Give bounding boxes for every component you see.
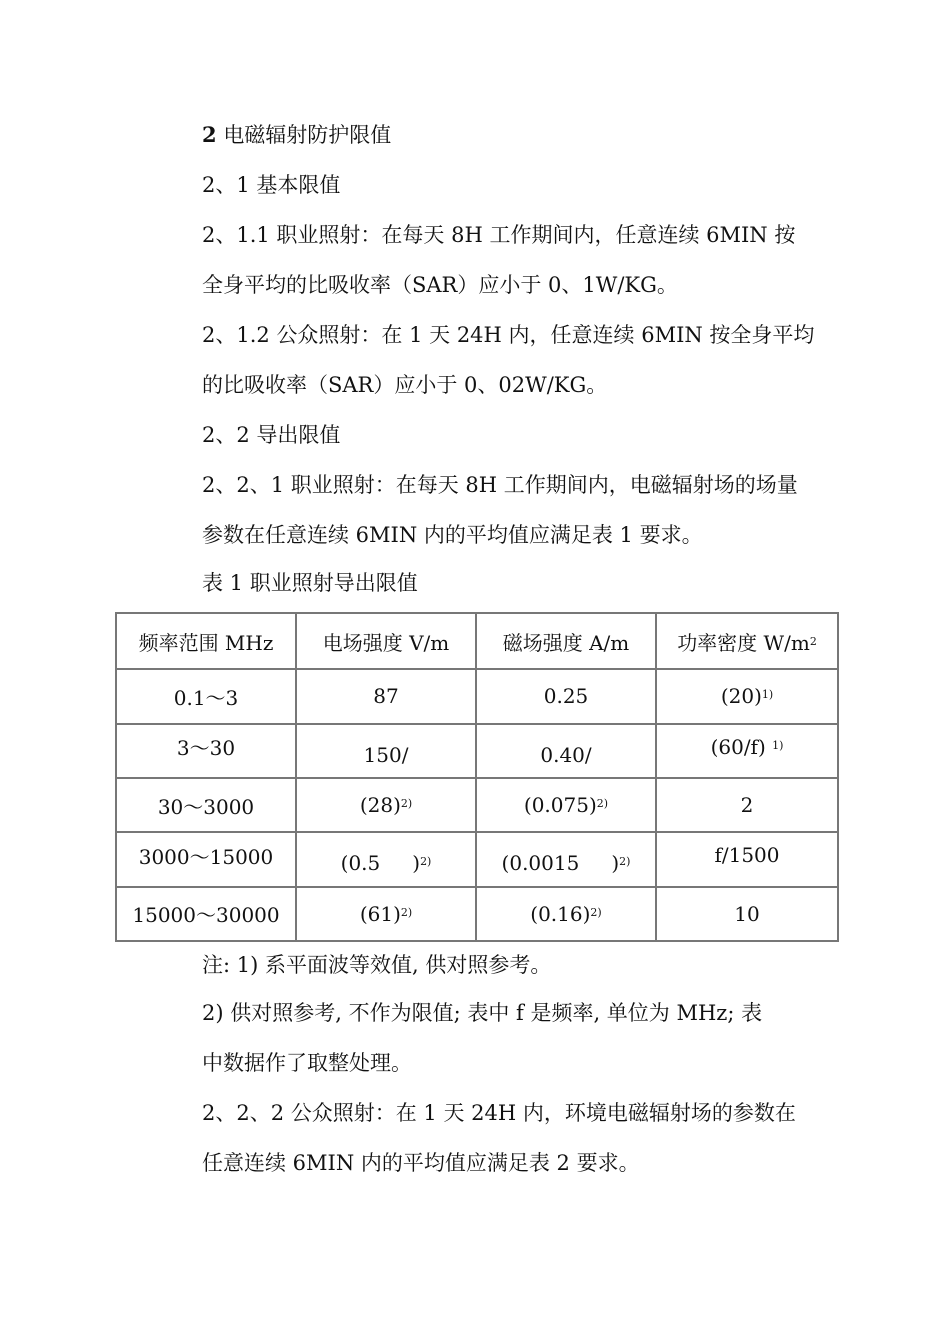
cell-magnetic-field-value-b: ) xyxy=(611,851,620,876)
cell-electric-field xyxy=(296,778,476,832)
subsection-2-1-title: 2、1 基本限值 xyxy=(202,173,341,197)
footnote-marker: 2) xyxy=(420,855,432,869)
paragraph-2-1-1-line2: 全身平均的比吸收率（SAR）应小于 0、1W/KG。 xyxy=(202,273,678,297)
table-header-row xyxy=(116,613,838,669)
cell-frequency xyxy=(116,832,296,886)
cell-power-density xyxy=(656,669,838,723)
footnote-marker: 1) xyxy=(772,738,784,752)
cell-power-density: 10 xyxy=(656,887,838,941)
cell-frequency-value: 3000～15000 xyxy=(138,844,274,869)
cell-electric-field-value-a: (0.5 xyxy=(340,851,381,876)
cell-frequency: 15000～30000 xyxy=(116,887,296,941)
cell-power-density xyxy=(656,832,838,886)
cell-magnetic-field-value: (0.075) xyxy=(523,793,597,818)
footnote-marker: 2) xyxy=(400,797,413,811)
paragraph-2-2-1-line2: 参数在任意连续 6MIN 内的平均值应满足表 1 要求。 xyxy=(202,523,703,547)
cell-magnetic-field-value: 0.40/ xyxy=(540,742,592,767)
cell-magnetic-field xyxy=(476,778,656,832)
cell-magnetic-field-value-a: (0.0015 xyxy=(501,851,580,876)
cell-power-density: 2 xyxy=(656,778,838,832)
cell-frequency: 30～3000 xyxy=(116,778,296,832)
cell-magnetic-field xyxy=(476,887,656,941)
table-row xyxy=(116,669,838,723)
cell-magnetic-field-value: (0.16) xyxy=(530,901,591,926)
paragraph-2-2-2-line2: 任意连续 6MIN 内的平均值应满足表 2 要求。 xyxy=(202,1151,640,1175)
header-electric-field: 电场强度 V/m xyxy=(296,613,476,669)
paragraph-2-1-2-line2: 的比吸收率（SAR）应小于 0、02W/KG。 xyxy=(202,373,608,397)
table-row xyxy=(116,724,838,778)
header-power-density xyxy=(656,613,838,669)
cell-power-density-value: f/1500 xyxy=(714,843,780,868)
paragraph-2-1-1-line1: 2、1.1 职业照射：在每天 8H 工作期间内，任意连续 6MIN 按 xyxy=(202,223,796,247)
subsection-2-2-title: 2、2 导出限值 xyxy=(202,423,341,447)
cell-electric-field-value-b: ) xyxy=(412,851,421,876)
cell-electric-field-value: 150/ xyxy=(363,742,409,767)
cell-power-density xyxy=(656,724,838,778)
table-caption: 表 1 职业照射导出限值 xyxy=(202,571,418,595)
cell-frequency xyxy=(116,724,296,778)
cell-magnetic-field: 0.25 xyxy=(476,669,656,723)
table-note-2-line1: 2) 供对照参考, 不作为限值; 表中 f 是频率, 单位为 MHz; 表 xyxy=(202,1001,763,1025)
footnote-marker: 2) xyxy=(596,797,609,811)
table-row xyxy=(116,887,838,941)
footnote-marker: 1) xyxy=(761,688,774,702)
footnote-marker: 2) xyxy=(590,905,602,919)
cell-power-density-value: (20) xyxy=(720,684,762,709)
cell-electric-field-value: (28) xyxy=(359,793,401,818)
cell-magnetic-field xyxy=(476,724,656,778)
table-row xyxy=(116,832,838,886)
cell-electric-field: 87 xyxy=(296,669,476,723)
section-number: 2 xyxy=(202,122,217,147)
paragraph-2-1-2-line1: 2、1.2 公众照射：在 1 天 24H 内，任意连续 6MIN 按全身平均 xyxy=(202,323,815,347)
paragraph-2-2-2-line1: 2、2、2 公众照射：在 1 天 24H 内，环境电磁辐射场的参数在 xyxy=(202,1101,796,1125)
section-title: 电磁辐射防护限值 xyxy=(223,123,392,147)
paragraph-2-2-1-line1: 2、2、1 职业照射：在每天 8H 工作期间内，电磁辐射场的场量 xyxy=(202,473,798,497)
cell-frequency-value: 3～30 xyxy=(176,736,236,761)
cell-electric-field xyxy=(296,832,476,886)
limits-table xyxy=(115,612,839,942)
header-power-density-exponent: 2 xyxy=(809,634,817,648)
table-note-1: 注: 1) 系平面波等效值, 供对照参考。 xyxy=(202,953,552,977)
header-frequency: 频率范围 MHz xyxy=(116,613,296,669)
cell-electric-field xyxy=(296,724,476,778)
table-row xyxy=(116,778,838,832)
header-power-density-label: 功率密度 W/m xyxy=(677,630,810,655)
cell-frequency: 0.1～3 xyxy=(116,669,296,723)
table-note-2-line2: 中数据作了取整处理。 xyxy=(202,1051,412,1075)
cell-magnetic-field xyxy=(476,832,656,886)
cell-electric-field xyxy=(296,887,476,941)
cell-electric-field-value: (61) xyxy=(359,901,401,926)
cell-power-density-value: (60/f) xyxy=(710,734,766,759)
footnote-marker: 2) xyxy=(400,905,413,919)
section-heading xyxy=(202,120,391,150)
footnote-marker: 2) xyxy=(619,855,631,869)
header-magnetic-field: 磁场强度 A/m xyxy=(476,613,656,669)
